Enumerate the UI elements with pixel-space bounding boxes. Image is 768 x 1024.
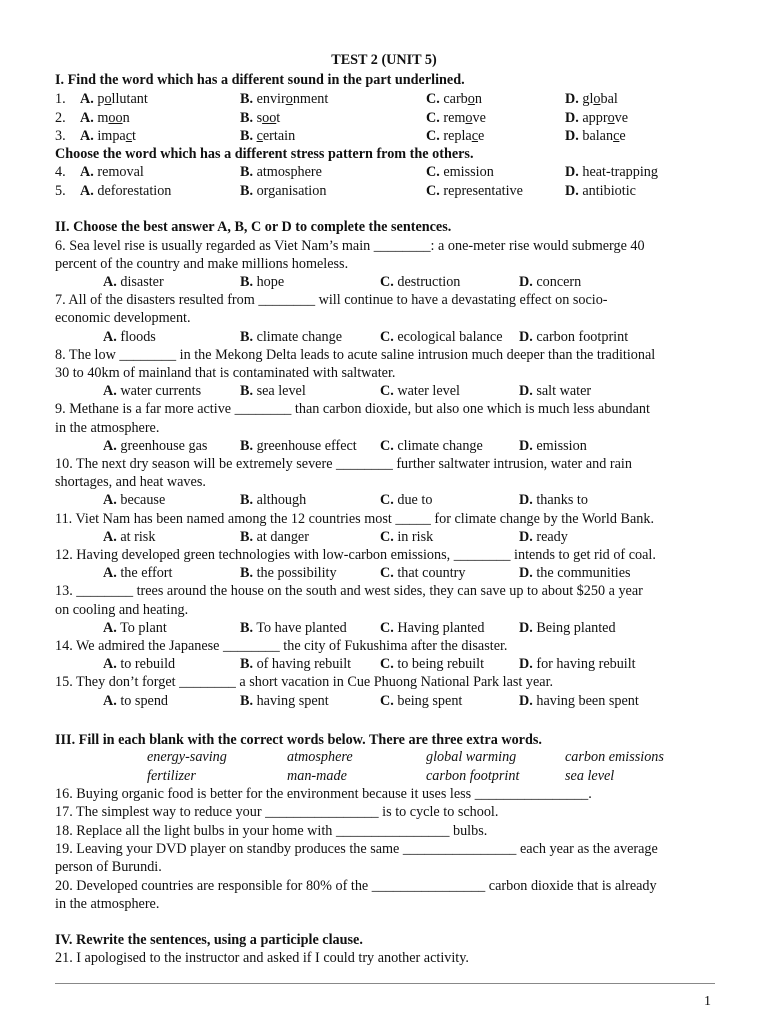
option-c xyxy=(380,382,460,400)
question-15: 15. They don’t forget ________ a short vacation in Cue Phuong National Park last year. xyxy=(55,674,554,691)
option-text: representative xyxy=(443,182,523,199)
option-letter: B. xyxy=(240,437,254,454)
section-2-heading: II. Choose the best answer A, B, C or D to complete the sentences. xyxy=(55,219,452,235)
word-part: llutant xyxy=(111,91,148,107)
word-part: ve xyxy=(472,109,486,126)
word-bank-item: fertilizer xyxy=(147,767,196,784)
word-part: n xyxy=(122,109,130,126)
option-text: water currents xyxy=(120,383,202,400)
option-letter: C. xyxy=(426,128,440,144)
question-11: 11. Viet Nam has been named among the 12 countries most _____ for climate change by the World Bank. xyxy=(55,510,654,527)
option-c xyxy=(426,163,494,181)
option-letter: C. xyxy=(380,383,394,400)
option-b xyxy=(240,692,329,710)
option-letter: D. xyxy=(519,692,533,709)
option-c xyxy=(380,619,484,637)
option-d xyxy=(519,273,581,291)
option-d xyxy=(565,109,628,127)
option-a xyxy=(80,182,171,200)
word-bank-item: global warming xyxy=(426,749,517,765)
option-text: to spend xyxy=(120,692,169,709)
fill-line: 17. The simplest way to reduce your ________________ is to cycle to school. xyxy=(55,804,499,821)
option-letter: D. xyxy=(519,273,533,290)
option-letter: A. xyxy=(80,109,94,126)
option-letter: B. xyxy=(240,492,254,509)
option-d xyxy=(519,328,628,346)
underlined-part: o xyxy=(593,91,601,107)
option-letter: A. xyxy=(103,692,117,709)
word-part: repla xyxy=(443,128,472,144)
underlined-part: c xyxy=(471,128,479,144)
option-letter: B. xyxy=(240,383,254,400)
underlined-part: oo xyxy=(262,109,277,126)
word-part: t xyxy=(276,109,281,126)
option-d xyxy=(519,528,568,546)
fill-line: 18. Replace all the light bulbs in your home with ________________ bulbs. xyxy=(55,822,488,839)
option-letter: C. xyxy=(426,109,440,126)
option-d xyxy=(519,564,631,582)
option-letter: B. xyxy=(240,182,254,199)
question-7-cont: economic development. xyxy=(55,310,191,327)
underlined-part: o xyxy=(465,109,473,126)
option-text: of having rebuilt xyxy=(256,656,352,673)
option-text: being spent xyxy=(397,692,463,709)
underlined-part: c xyxy=(256,128,263,144)
question-number: 4. xyxy=(55,164,66,180)
option-text: that country xyxy=(397,565,466,582)
option-text: due to xyxy=(397,492,433,509)
option-text: at risk xyxy=(120,528,156,545)
option-letter: C. xyxy=(380,565,394,582)
option-c xyxy=(380,528,433,546)
option-letter: D. xyxy=(519,328,533,345)
option-letter: C. xyxy=(380,328,394,345)
question-9-cont: in the atmosphere. xyxy=(55,419,160,436)
option-text: to rebuild xyxy=(120,656,176,673)
option-text: floods xyxy=(120,328,156,345)
option-text: To plant xyxy=(120,619,167,636)
option-text: destruction xyxy=(397,273,461,290)
option-b xyxy=(240,528,309,546)
word-part: ertain xyxy=(262,128,296,144)
option-text: at danger xyxy=(256,528,309,545)
question-13-cont: on cooling and heating. xyxy=(55,601,189,618)
word-bank-item: carbon emissions xyxy=(565,749,664,765)
option-d xyxy=(519,655,636,673)
option-a xyxy=(103,491,165,509)
option-letter: B. xyxy=(240,565,254,582)
option-letter: C. xyxy=(380,656,394,673)
option-letter: A. xyxy=(103,619,117,636)
option-text: atmosphere xyxy=(256,164,322,180)
option-text: emission xyxy=(536,437,587,454)
option-letter: A. xyxy=(103,437,117,454)
option-letter: C. xyxy=(380,273,394,290)
option-c xyxy=(426,90,482,108)
option-letter: C. xyxy=(380,528,394,545)
option-letter: B. xyxy=(240,656,254,673)
option-a xyxy=(103,619,167,637)
section-1-heading: I. Find the word which has a different sound in the part underlined. xyxy=(55,72,465,88)
option-b xyxy=(240,163,322,181)
question-number: 5. xyxy=(55,182,66,199)
option-text: the possibility xyxy=(256,565,337,582)
word-bank-item: sea level xyxy=(565,767,615,784)
fill-line: in the atmosphere. xyxy=(55,895,160,912)
word-part: bal xyxy=(600,91,618,107)
option-letter: D. xyxy=(519,437,533,454)
option-a xyxy=(103,564,172,582)
question-8: 8. The low ________ in the Mekong Delta leads to acute saline intrusion much deeper than the traditional xyxy=(55,346,656,363)
option-letter: D. xyxy=(519,528,533,545)
option-text: carbon footprint xyxy=(536,328,629,345)
option-letter: D. xyxy=(519,383,533,400)
option-d xyxy=(565,182,636,200)
option-d xyxy=(565,90,618,108)
option-text: climate change xyxy=(256,328,343,345)
word-part: balan xyxy=(582,128,614,144)
underlined-part: o xyxy=(104,91,112,107)
option-letter: A. xyxy=(80,91,94,107)
option-text: To have planted xyxy=(256,619,347,636)
option-text: salt water xyxy=(536,383,592,400)
option-letter: A. xyxy=(103,383,117,400)
option-d xyxy=(519,437,587,455)
option-text: greenhouse gas xyxy=(120,437,208,454)
option-letter: A. xyxy=(103,492,117,509)
option-letter: D. xyxy=(565,91,579,107)
option-d xyxy=(519,619,616,637)
option-b xyxy=(240,619,347,637)
option-text: deforestation xyxy=(97,182,172,199)
section-1-subheading: Choose the word which has a different stress pattern from the others. xyxy=(55,146,474,162)
option-text: removal xyxy=(97,164,144,180)
option-text: Having planted xyxy=(397,619,485,636)
section-4-heading: IV. Rewrite the sentences, using a participle clause. xyxy=(55,932,363,948)
word-part: n xyxy=(474,91,482,107)
question-14: 14. We admired the Japanese ________ the city of Fukushima after the disaster. xyxy=(55,637,508,654)
option-letter: B. xyxy=(240,91,254,107)
option-letter: A. xyxy=(80,128,94,144)
option-letter: D. xyxy=(565,109,579,126)
option-text: emission xyxy=(443,164,494,180)
option-a xyxy=(103,328,156,346)
option-text: having spent xyxy=(256,692,329,709)
option-text: ready xyxy=(536,528,568,545)
option-text: the effort xyxy=(120,565,173,582)
option-b xyxy=(240,127,295,145)
option-text: Being planted xyxy=(536,619,616,636)
option-letter: A. xyxy=(103,528,117,545)
option-a xyxy=(103,382,201,400)
option-letter: B. xyxy=(240,273,254,290)
option-b xyxy=(240,109,280,127)
option-a xyxy=(103,273,164,291)
option-text: thanks to xyxy=(536,492,588,509)
option-c xyxy=(380,655,484,673)
footer-rule xyxy=(55,983,715,984)
word-bank-item: atmosphere xyxy=(287,749,353,765)
option-letter: D. xyxy=(519,565,533,582)
option-letter: C. xyxy=(380,492,394,509)
option-letter: A. xyxy=(80,164,94,180)
option-letter: A. xyxy=(103,565,117,582)
option-letter: B. xyxy=(240,692,254,709)
option-text: the communities xyxy=(536,565,631,582)
word-part: ve xyxy=(614,109,629,126)
question-10-cont: shortages, and heat waves. xyxy=(55,474,206,491)
word-part: e xyxy=(478,128,485,144)
option-a xyxy=(80,90,148,108)
option-c xyxy=(426,127,484,145)
option-b xyxy=(240,491,306,509)
option-c xyxy=(380,437,483,455)
word-bank-item: energy-saving xyxy=(147,749,227,765)
option-text: although xyxy=(256,492,307,509)
option-a xyxy=(80,109,130,127)
option-letter: C. xyxy=(426,91,440,107)
option-letter: D. xyxy=(565,164,579,180)
underlined-part: o xyxy=(467,91,475,107)
option-c xyxy=(380,491,432,509)
option-a xyxy=(80,163,144,181)
option-letter: C. xyxy=(380,437,394,454)
option-letter: D. xyxy=(565,128,579,144)
option-c xyxy=(380,564,466,582)
option-d xyxy=(519,692,639,710)
option-letter: A. xyxy=(80,182,94,199)
question-8-cont: 30 to 40km of mainland that is contaminated with saltwater. xyxy=(55,364,396,381)
option-letter: B. xyxy=(240,528,254,545)
option-text: antibiotic xyxy=(582,182,636,199)
question-number: 2. xyxy=(55,109,66,126)
fill-line: 19. Leaving your DVD player on standby produces the same ________________ each year as the average xyxy=(55,840,658,857)
question-number: 1. xyxy=(55,91,66,107)
fill-line: 16. Buying organic food is better for the environment because it uses less ________________. xyxy=(55,786,592,802)
option-letter: D. xyxy=(565,182,579,199)
question-9: 9. Methane is a far more active ________ than carbon dioxide, but also one which is much less abundant xyxy=(55,401,650,418)
option-a xyxy=(103,655,175,673)
option-letter: A. xyxy=(103,273,117,290)
word-bank-item: man-made xyxy=(287,767,347,784)
question-12: 12. Having developed green technologies with low-carbon emissions, ________ intends to get rid of coal. xyxy=(55,546,656,563)
question-13: 13. ________ trees around the house on the south and west sides, they can save up to about $250 a year xyxy=(55,583,643,600)
option-b xyxy=(240,273,284,291)
option-letter: B. xyxy=(240,109,254,126)
option-text: water level xyxy=(397,383,460,400)
option-b xyxy=(240,382,306,400)
option-c xyxy=(380,692,462,710)
option-text: to being rebuilt xyxy=(397,656,485,673)
question-21: 21. I apologised to the instructor and asked if I could try another activity. xyxy=(55,950,469,966)
word-part: nment xyxy=(292,91,329,107)
option-b xyxy=(240,437,357,455)
option-text: climate change xyxy=(397,437,483,454)
option-letter: C. xyxy=(426,164,440,180)
underlined-part: c xyxy=(613,128,620,144)
option-b xyxy=(240,182,326,200)
option-d xyxy=(519,491,588,509)
option-letter: A. xyxy=(103,656,117,673)
option-text: for having rebuilt xyxy=(536,656,636,673)
underlined-part: c xyxy=(125,128,133,144)
word-part: appr xyxy=(582,109,608,126)
option-c xyxy=(380,328,503,346)
option-text: because xyxy=(120,492,166,509)
option-text: organisation xyxy=(256,182,327,199)
option-b xyxy=(240,328,342,346)
option-letter: D. xyxy=(519,492,533,509)
option-a xyxy=(80,127,136,145)
option-text: heat-trapping xyxy=(582,164,658,180)
word-part: t xyxy=(132,128,136,144)
fill-line: 20. Developed countries are responsible for 80% of the ________________ carbon dioxide that is already xyxy=(55,877,657,894)
option-letter: C. xyxy=(380,619,394,636)
page-number: 1 xyxy=(704,994,711,1009)
option-a xyxy=(103,692,168,710)
option-letter: C. xyxy=(380,692,394,709)
option-letter: A. xyxy=(103,328,117,345)
underlined-part: o xyxy=(285,91,293,107)
option-d xyxy=(565,127,626,145)
option-b xyxy=(240,90,328,108)
question-number: 3. xyxy=(55,128,66,144)
option-a xyxy=(103,437,207,455)
option-letter: B. xyxy=(240,328,254,345)
question-6: 6. Sea level rise is usually regarded as Viet Nam’s main ________: a one-meter rise would submerge 40 xyxy=(55,237,645,254)
word-part: m xyxy=(97,109,109,126)
test-title: TEST 2 (UNIT 5) xyxy=(331,52,437,68)
option-letter: D. xyxy=(519,619,533,636)
option-text: concern xyxy=(536,273,582,290)
option-text: hope xyxy=(256,273,285,290)
word-part: e xyxy=(619,128,626,144)
option-text: ecological balance xyxy=(397,328,503,345)
option-c xyxy=(426,182,523,200)
underlined-part: oo xyxy=(108,109,123,126)
option-text: having been spent xyxy=(536,692,639,709)
question-7: 7. All of the disasters resulted from ________ will continue to have a devastating effect on socio- xyxy=(55,292,608,309)
option-a xyxy=(103,528,155,546)
option-b xyxy=(240,655,351,673)
option-letter: C. xyxy=(426,182,440,199)
option-letter: D. xyxy=(519,656,533,673)
option-text: greenhouse effect xyxy=(256,437,357,454)
section-3-heading: III. Fill in each blank with the correct words below. There are three extra words. xyxy=(55,732,542,748)
word-part: gl xyxy=(582,91,594,107)
word-bank-item: carbon footprint xyxy=(426,767,520,784)
fill-line: person of Burundi. xyxy=(55,859,162,876)
option-letter: B. xyxy=(240,619,254,636)
word-part: s xyxy=(256,109,263,126)
option-c xyxy=(426,109,486,127)
option-letter: B. xyxy=(240,164,254,180)
question-6-cont: percent of the country and make millions homeless. xyxy=(55,255,349,272)
option-b xyxy=(240,564,337,582)
word-part: impa xyxy=(97,128,126,144)
option-c xyxy=(380,273,460,291)
underlined-part: o xyxy=(607,109,615,126)
word-part: p xyxy=(97,91,105,107)
option-d xyxy=(565,163,658,181)
option-letter: B. xyxy=(240,128,254,144)
option-text: in risk xyxy=(397,528,434,545)
word-part: carb xyxy=(443,91,468,107)
option-text: sea level xyxy=(256,383,306,400)
option-text: disaster xyxy=(120,273,164,290)
question-10: 10. The next dry season will be extremely severe ________ further saltwater intrusion, water and rain xyxy=(55,455,632,472)
word-part: envir xyxy=(256,91,286,107)
word-part: rem xyxy=(443,109,466,126)
option-d xyxy=(519,382,591,400)
